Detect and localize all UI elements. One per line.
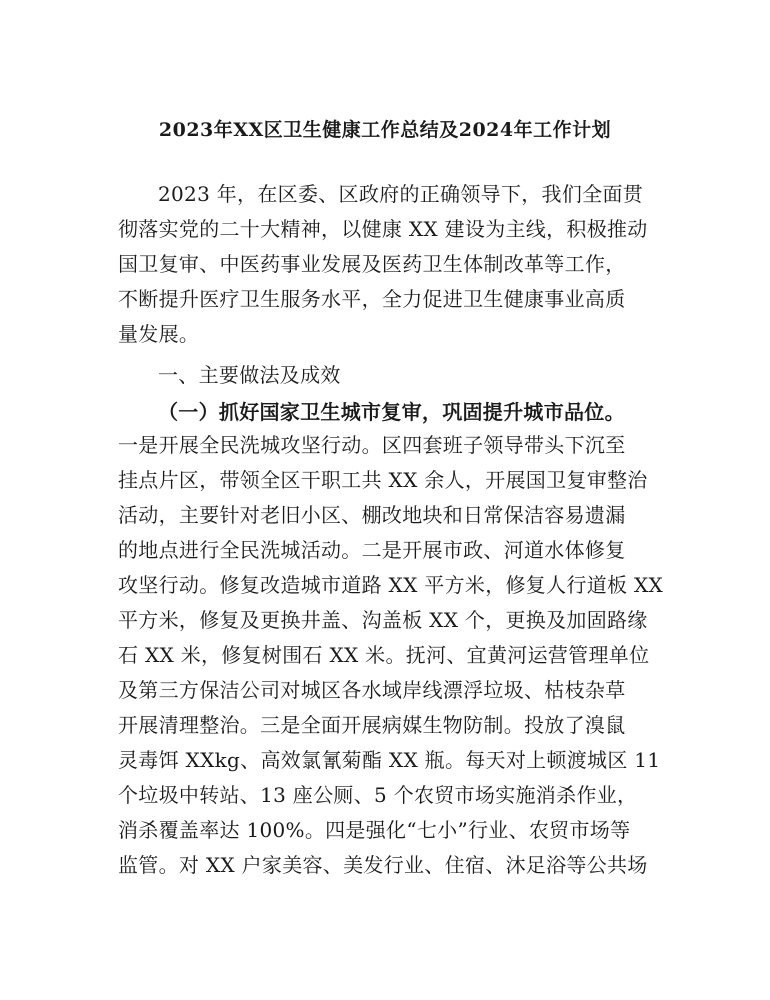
- section-heading: 一、主要做法及成效: [158, 363, 341, 387]
- intro-line: 彻落实党的二十大精神，以健康 XX 建设为主线，积极推动: [118, 217, 648, 241]
- intro-line: 量发展。: [118, 322, 200, 346]
- body-line: 的地点进行全民洗城活动。二是开展市政、河道水体修复: [118, 538, 626, 562]
- body-line: 及第三方保洁公司对城区各水域岸线漂浮垃圾、枯枝杂草: [118, 678, 626, 702]
- body-line: 消杀覆盖率达 100%。四是强化“七小”行业、农贸市场等: [118, 818, 631, 842]
- document-title: 2023年XX区卫生健康工作总结及2024年工作计划: [158, 119, 612, 141]
- intro-line: 不断提升医疗卫生服务水平，全力促进卫生健康事业高质: [118, 287, 626, 311]
- body-line: 监管。对 XX 户家美容、美发行业、住宿、沐足浴等公共场: [118, 853, 648, 877]
- intro-line: 2023 年，在区委、区政府的正确领导下，我们全面贯: [158, 182, 644, 206]
- body-line: 攻坚行动。修复改造城市道路 XX 平方米，修复人行道板 XX: [118, 573, 664, 597]
- body-line: 一是开展全民洗城攻坚行动。区四套班子领导带头下沉至: [118, 433, 626, 457]
- body-line: 石 XX 米，修复树围石 XX 米。抚河、宜黄河运营管理单位: [118, 643, 650, 667]
- body-line: 个垃圾中转站、13 座公厕、5 个农贸市场实施消杀作业，: [118, 783, 638, 807]
- subsection-heading: （一）抓好国家卫生城市复审，巩固提升城市品位。: [158, 400, 625, 424]
- body-line: 挂点片区，带领全区干职工共 XX 余人，开展国卫复审整治: [118, 468, 648, 492]
- body-line: 活动，主要针对老旧小区、棚改地块和日常保洁容易遗漏: [118, 503, 626, 527]
- body-line: 灵毒饵 XXkg、高效氯氰菊酯 XX 瓶。每天对上顿渡城区 11: [118, 748, 661, 772]
- intro-line: 国卫复审、中医药事业发展及医药卫生体制改革等工作，: [118, 252, 626, 276]
- body-line: 平方米，修复及更换井盖、沟盖板 XX 个，更换及加固路缘: [118, 608, 648, 632]
- body-line: 开展清理整治。三是全面开展病媒生物防制。投放了溴鼠: [118, 713, 626, 737]
